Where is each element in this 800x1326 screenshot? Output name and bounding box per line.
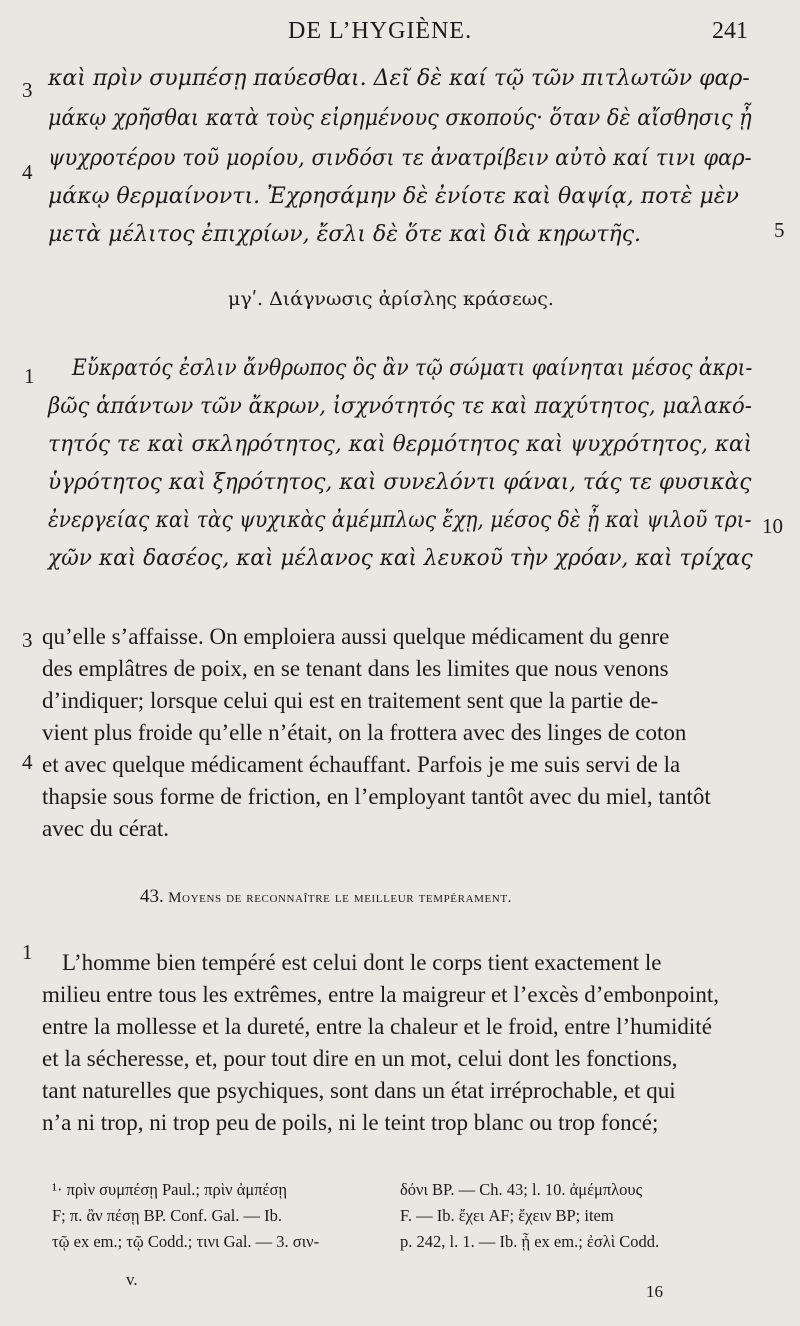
margin-line-number: 10 [762,514,783,538]
footnote-line: ¹· πρὶν συμπέσῃ Paul.; πρὶν ἀμπέσῃ [52,1180,288,1199]
margin-line-number: 3 [22,78,33,102]
running-title: DE L’HYGIÈNE. [288,18,473,44]
margin-line-number: 1 [22,940,33,964]
text-line: L’homme bien tempéré est celui dont le corps tient exactement le [62,950,662,975]
text-line: τητός τε καὶ σκληρότητος, καὶ θερμότητος καὶ ψυχρότητος, καὶ [48,432,753,457]
greek-section-heading: μγʹ. Διάγνωσις ἀρίσλης κράσεως. [228,288,554,310]
text-line: ὑγρότητος καὶ ξηρότητος, καὶ συνελόντι φάναι, τάς τε φυσικὰς [48,470,752,495]
text-line: μάκῳ θερμαίνοντι. Ἐχρησάμην δὲ ἐνίοτε καὶ θαψίᾳ, ποτὲ μὲν [48,184,739,209]
section-title: Moyens de reconnaître le meilleur tempérament. [168,890,513,906]
footnote-line: p. 242, l. 1. — Ib. ᾖ ex em.; ἐσλὶ Codd. [400,1232,660,1251]
text-line: milieu entre tous les extrêmes, entre la maigreur et l’excès d’embonpoint, [42,982,719,1007]
footnote-line: τῷ ex em.; τῷ Codd.; τινι Gal. — 3. σιν- [52,1232,320,1251]
text-line: μετὰ μέλιτος ἐπιχρίων, ἔσλι δὲ ὅτε καὶ διὰ κηρωτῆς. [48,222,642,247]
text-line: βῶς ἁπάντων τῶν ἄκρων, ἰσχνότητός τε καὶ παχύτητος, μαλακό- [48,394,752,419]
text-line: des emplâtres de poix, en se tenant dans les limites que nous venons [42,656,669,681]
footnote-line: F. — Ib. ἔχει AF; ἔχειν BP; item [400,1206,614,1225]
footnote-line: δόνι BP. — Ch. 43; l. 10. ἀμέμπλους [400,1180,643,1199]
signature-mark: 16 [646,1282,663,1301]
page-header [0,14,800,50]
margin-line-number: 3 [22,628,33,652]
section-number: 43. [140,886,164,907]
text-line: avec du cérat. [42,816,170,841]
margin-line-number: 5 [774,218,785,242]
text-line: et la sécheresse, et, pour tout dire en un mot, celui dont les fonctions, [42,1046,678,1071]
text-line: entre la mollesse et la dureté, entre la chaleur et le froid, entre l’humidité [42,1014,712,1039]
text-line: χῶν καὶ δασέος, καὶ μέλανος καὶ λευκοῦ τὴν χρόαν, καὶ τρίχας [48,546,753,571]
text-line: qu’elle s’affaisse. On emploiera aussi quelque médicament du genre [42,624,670,649]
text-line: tant naturelles que psychiques, sont dans un état irréprochable, et qui [42,1078,676,1103]
footnote-line: F; π. ἂν πέσῃ BP. Conf. Gal. — Ib. [52,1206,283,1225]
text-line: thapsie sous forme de friction, en l’employant tantôt avec du miel, tantôt [42,784,711,809]
text-line: n’a ni trop, ni trop peu de poils, ni le teint trop blanc ou trop foncé; [42,1110,659,1135]
text-line: μάκῳ χρῆσθαι κατὰ τοὺς εἰρημένους σκοπούς· ὅταν δὲ αἴσθησις ᾖ [48,106,752,131]
french-section-heading [140,886,512,908]
text-line: Εὔκρατός ἐσλιν ἄνθρωπος ὃς ἂν τῷ σώματι φαίνηται μέσος ἀκρι- [72,356,753,381]
volume-mark: v. [126,1270,138,1289]
margin-line-number: 4 [22,750,33,774]
text-line: ψυχροτέρου τοῦ μορίου, σινδόσι τε ἀνατρίβειν αὐτὸ καί τινι φαρ- [48,146,752,171]
text-line: καὶ πρὶν συμπέσῃ παύεσθαι. Δεῖ δὲ καί τῷ τῶν πιτλωτῶν φαρ- [48,66,750,91]
text-line: d’indiquer; lorsque celui qui est en traitement sent que la partie de- [42,688,659,713]
page-number: 241 [712,18,748,44]
margin-line-number: 4 [22,160,33,184]
text-line: et avec quelque médicament échauffant. Parfois je me suis servi de la [42,752,681,777]
text-line: vient plus froide qu’elle n’était, on la frottera avec des linges de coton [42,720,687,745]
margin-line-number: 1 [24,364,35,388]
text-line: ἐνεργείας καὶ τὰς ψυχικὰς ἀμέμπλως ἔχῃ, μέσος δὲ ᾖ καὶ ψιλοῦ τρι- [48,508,752,533]
